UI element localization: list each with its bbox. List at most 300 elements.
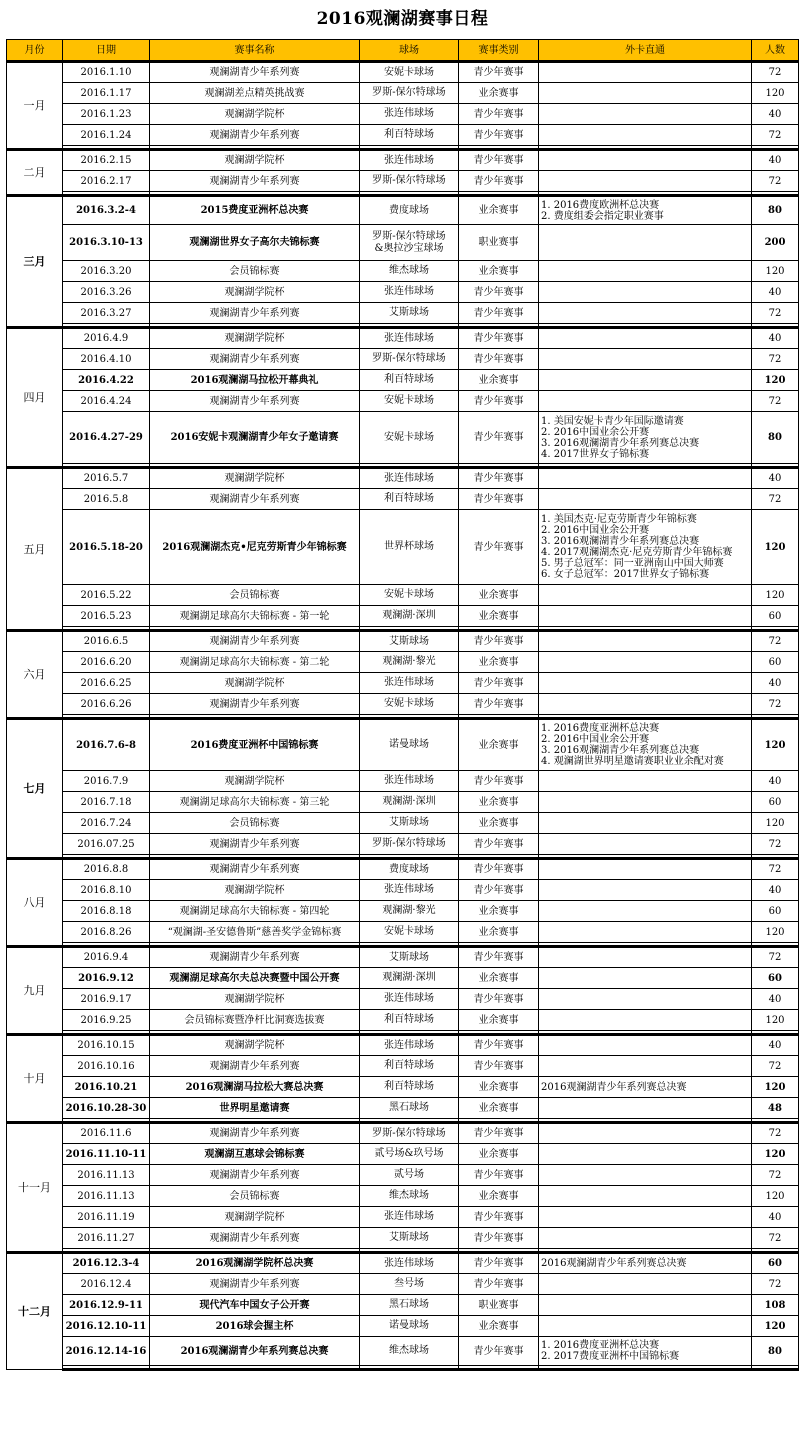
- table-row: [7, 282, 799, 303]
- table-row: [7, 631, 799, 652]
- month-cell: 二月: [7, 150, 63, 196]
- venue-cell: 安妮卡球场: [360, 694, 459, 715]
- date-cell: 2016.1.17: [63, 83, 150, 104]
- date-cell: 2016.4.10: [63, 349, 150, 370]
- schedule-table: [6, 39, 799, 1371]
- header-wildcard: 外卡直通: [539, 40, 752, 62]
- category-cell: 业余赛事: [459, 1316, 539, 1337]
- table-row: [7, 1165, 799, 1186]
- date-cell: 2016.11.10-11: [63, 1144, 150, 1165]
- wildcard-cell: [539, 171, 752, 192]
- category-cell: 青少年赛事: [459, 1035, 539, 1056]
- wildcard-cell: [539, 901, 752, 922]
- venue-cell: 黑石球场: [360, 1098, 459, 1119]
- wildcard-cell: [539, 468, 752, 489]
- wildcard-cell: [539, 968, 752, 989]
- venue-cell: 贰号场&玖号场: [360, 1144, 459, 1165]
- venue-cell: 利百特球场: [360, 1056, 459, 1077]
- event-cell: 观澜湖学院杯: [150, 989, 360, 1010]
- venue-cell: 利百特球场: [360, 1010, 459, 1031]
- table-row: [7, 694, 799, 715]
- table-row: [7, 792, 799, 813]
- venue-cell: 罗斯-保尔特球场 &奥拉沙宝球场: [360, 225, 459, 261]
- date-cell: 2016.8.18: [63, 901, 150, 922]
- venue-cell: 张连伟球场: [360, 673, 459, 694]
- header-event: 赛事名称: [150, 40, 360, 62]
- wildcard-cell: [539, 125, 752, 146]
- count-cell: 72: [752, 694, 799, 715]
- category-cell: 业余赛事: [459, 1186, 539, 1207]
- table-row: [7, 468, 799, 489]
- wildcard-cell: [539, 652, 752, 673]
- wildcard-cell: [539, 370, 752, 391]
- date-cell: 2016.4.27-29: [63, 412, 150, 464]
- table-row: [7, 1056, 799, 1077]
- count-cell: 72: [752, 62, 799, 83]
- spacer-cell: [63, 1366, 150, 1370]
- venue-cell: 利百特球场: [360, 489, 459, 510]
- event-cell: 观澜湖足球高尔夫锦标赛 - 第一轮: [150, 606, 360, 627]
- category-cell: 青少年赛事: [459, 1056, 539, 1077]
- event-cell: 观澜湖学院杯: [150, 880, 360, 901]
- count-cell: 120: [752, 585, 799, 606]
- venue-cell: 艾斯球场: [360, 947, 459, 968]
- date-cell: 2016.7.24: [63, 813, 150, 834]
- table-row: [7, 328, 799, 349]
- count-cell: 40: [752, 673, 799, 694]
- month-cell: 十一月: [7, 1123, 63, 1253]
- date-cell: 2016.7.6-8: [63, 719, 150, 771]
- date-cell: 2016.6.26: [63, 694, 150, 715]
- count-cell: 80: [752, 196, 799, 225]
- table-row: [7, 349, 799, 370]
- table-row: [7, 813, 799, 834]
- table-row: [7, 171, 799, 192]
- table-row: [7, 489, 799, 510]
- venue-cell: 叁号场: [360, 1274, 459, 1295]
- count-cell: 40: [752, 989, 799, 1010]
- header-venue: 球场: [360, 40, 459, 62]
- event-cell: 观澜湖足球高尔夫锦标赛 - 第四轮: [150, 901, 360, 922]
- event-cell: 2016观澜湖马拉松开幕典礼: [150, 370, 360, 391]
- wildcard-cell: [539, 694, 752, 715]
- category-cell: 青少年赛事: [459, 1207, 539, 1228]
- date-cell: 2016.2.17: [63, 171, 150, 192]
- wildcard-cell: [539, 1098, 752, 1119]
- wildcard-cell: [539, 1144, 752, 1165]
- table-row: [7, 1316, 799, 1337]
- event-cell: 2016观澜湖杰克•尼克劳斯青少年锦标赛: [150, 510, 360, 585]
- table-row: [7, 1228, 799, 1249]
- category-cell: 青少年赛事: [459, 510, 539, 585]
- count-cell: 120: [752, 261, 799, 282]
- event-cell: 观澜湖学院杯: [150, 673, 360, 694]
- event-cell: 2016观澜湖青少年系列赛总决赛: [150, 1337, 360, 1366]
- date-cell: 2016.5.8: [63, 489, 150, 510]
- category-cell: 青少年赛事: [459, 859, 539, 880]
- table-row: [7, 771, 799, 792]
- date-cell: 2016.1.24: [63, 125, 150, 146]
- venue-cell: 艾斯球场: [360, 303, 459, 324]
- venue-cell: 罗斯-保尔特球场: [360, 171, 459, 192]
- count-cell: 80: [752, 412, 799, 464]
- wildcard-cell: [539, 328, 752, 349]
- wildcard-cell: [539, 62, 752, 83]
- count-cell: 80: [752, 1337, 799, 1366]
- count-cell: 72: [752, 1274, 799, 1295]
- month-cell: 四月: [7, 328, 63, 468]
- category-cell: 青少年赛事: [459, 1337, 539, 1366]
- wildcard-cell: [539, 606, 752, 627]
- count-cell: 72: [752, 859, 799, 880]
- wildcard-cell: [539, 225, 752, 261]
- venue-cell: 艾斯球场: [360, 813, 459, 834]
- venue-cell: 利百特球场: [360, 1077, 459, 1098]
- month-cell: 八月: [7, 859, 63, 947]
- wildcard-cell: [539, 859, 752, 880]
- wildcard-cell: 1. 2016费度亚洲杯总决赛 2. 2017费度亚洲杯中国锦标赛: [539, 1337, 752, 1366]
- date-cell: 2016.07.25: [63, 834, 150, 855]
- event-cell: 观澜湖学院杯: [150, 771, 360, 792]
- month-cell: 七月: [7, 719, 63, 859]
- count-cell: 40: [752, 104, 799, 125]
- date-cell: 2016.11.13: [63, 1186, 150, 1207]
- category-cell: 青少年赛事: [459, 391, 539, 412]
- event-cell: 2016球会握主杯: [150, 1316, 360, 1337]
- table-row: [7, 370, 799, 391]
- event-cell: 观澜湖青少年系列赛: [150, 1274, 360, 1295]
- count-cell: 108: [752, 1295, 799, 1316]
- event-cell: 观澜湖学院杯: [150, 1207, 360, 1228]
- date-cell: 2016.4.22: [63, 370, 150, 391]
- count-cell: 72: [752, 1228, 799, 1249]
- category-cell: 业余赛事: [459, 719, 539, 771]
- count-cell: 40: [752, 282, 799, 303]
- event-cell: 观澜湖学院杯: [150, 150, 360, 171]
- wildcard-cell: [539, 1035, 752, 1056]
- date-cell: 2016.12.10-11: [63, 1316, 150, 1337]
- date-cell: 2016.11.27: [63, 1228, 150, 1249]
- spacer-cell: [150, 1366, 360, 1370]
- table-row: [7, 225, 799, 261]
- venue-cell: 诺曼球场: [360, 1316, 459, 1337]
- category-cell: 职业赛事: [459, 225, 539, 261]
- venue-cell: 观澜湖·深圳: [360, 968, 459, 989]
- date-cell: 2016.10.21: [63, 1077, 150, 1098]
- category-cell: 青少年赛事: [459, 631, 539, 652]
- date-cell: 2016.7.9: [63, 771, 150, 792]
- count-cell: 120: [752, 922, 799, 943]
- wildcard-cell: [539, 1295, 752, 1316]
- event-cell: “观澜湖-圣安德鲁斯”慈善奖学金锦标赛: [150, 922, 360, 943]
- count-cell: 120: [752, 1010, 799, 1031]
- venue-cell: 张连伟球场: [360, 328, 459, 349]
- table-row: [7, 922, 799, 943]
- date-cell: 2016.1.10: [63, 62, 150, 83]
- count-cell: 60: [752, 1253, 799, 1274]
- count-cell: 120: [752, 813, 799, 834]
- category-cell: 青少年赛事: [459, 489, 539, 510]
- venue-cell: 观澜湖·深圳: [360, 606, 459, 627]
- venue-cell: 世界杯球场: [360, 510, 459, 585]
- count-cell: 72: [752, 1056, 799, 1077]
- count-cell: 72: [752, 1165, 799, 1186]
- table-row: [7, 880, 799, 901]
- category-cell: 青少年赛事: [459, 150, 539, 171]
- date-cell: 2016.5.7: [63, 468, 150, 489]
- spacer-row: [7, 1366, 799, 1370]
- wildcard-cell: [539, 303, 752, 324]
- category-cell: 职业赛事: [459, 1295, 539, 1316]
- wildcard-cell: [539, 1056, 752, 1077]
- wildcard-cell: 2016观澜湖青少年系列赛总决赛: [539, 1077, 752, 1098]
- category-cell: 青少年赛事: [459, 125, 539, 146]
- category-cell: 青少年赛事: [459, 349, 539, 370]
- category-cell: 业余赛事: [459, 901, 539, 922]
- venue-cell: 安妮卡球场: [360, 585, 459, 606]
- date-cell: 2016.6.20: [63, 652, 150, 673]
- count-cell: 72: [752, 489, 799, 510]
- venue-cell: 张连伟球场: [360, 104, 459, 125]
- date-cell: 2016.3.10-13: [63, 225, 150, 261]
- event-cell: 观澜湖世界女子高尔夫锦标赛: [150, 225, 360, 261]
- venue-cell: 诺曼球场: [360, 719, 459, 771]
- venue-cell: 安妮卡球场: [360, 412, 459, 464]
- venue-cell: 利百特球场: [360, 125, 459, 146]
- event-cell: 观澜湖学院杯: [150, 282, 360, 303]
- wildcard-cell: [539, 349, 752, 370]
- wildcard-cell: [539, 1186, 752, 1207]
- venue-cell: 张连伟球场: [360, 771, 459, 792]
- count-cell: 40: [752, 1207, 799, 1228]
- count-cell: 120: [752, 83, 799, 104]
- wildcard-cell: [539, 83, 752, 104]
- count-cell: 40: [752, 150, 799, 171]
- event-cell: 2016观澜湖学院杯总决赛: [150, 1253, 360, 1274]
- event-cell: 观澜湖青少年系列赛: [150, 125, 360, 146]
- count-cell: 72: [752, 303, 799, 324]
- table-row: [7, 1207, 799, 1228]
- month-cell: 五月: [7, 468, 63, 631]
- category-cell: 青少年赛事: [459, 694, 539, 715]
- event-cell: 观澜湖足球高尔夫总决赛暨中国公开赛: [150, 968, 360, 989]
- date-cell: 2016.4.9: [63, 328, 150, 349]
- count-cell: 40: [752, 771, 799, 792]
- spacer-cell: [459, 1366, 539, 1370]
- table-row: [7, 104, 799, 125]
- venue-cell: 维杰球场: [360, 1337, 459, 1366]
- count-cell: 72: [752, 631, 799, 652]
- venue-cell: 贰号场: [360, 1165, 459, 1186]
- category-cell: 青少年赛事: [459, 468, 539, 489]
- table-row: [7, 1077, 799, 1098]
- header-date: 日期: [63, 40, 150, 62]
- header-row: [7, 40, 799, 62]
- month-cell: 三月: [7, 196, 63, 328]
- table-row: [7, 947, 799, 968]
- wildcard-cell: 2016观澜湖青少年系列赛总决赛: [539, 1253, 752, 1274]
- count-cell: 120: [752, 370, 799, 391]
- date-cell: 2016.7.18: [63, 792, 150, 813]
- category-cell: 业余赛事: [459, 968, 539, 989]
- month-cell: 十二月: [7, 1253, 63, 1370]
- venue-cell: 张连伟球场: [360, 1253, 459, 1274]
- category-cell: 青少年赛事: [459, 947, 539, 968]
- table-row: [7, 1144, 799, 1165]
- wildcard-cell: [539, 391, 752, 412]
- category-cell: 青少年赛事: [459, 1228, 539, 1249]
- event-cell: 观澜湖差点精英挑战赛: [150, 83, 360, 104]
- date-cell: 2016.12.3-4: [63, 1253, 150, 1274]
- venue-cell: 罗斯-保尔特球场: [360, 349, 459, 370]
- category-cell: 青少年赛事: [459, 282, 539, 303]
- count-cell: 120: [752, 510, 799, 585]
- table-row: [7, 1123, 799, 1144]
- category-cell: 青少年赛事: [459, 834, 539, 855]
- wildcard-cell: 1. 美国安妮卡青少年国际邀请赛 2. 2016中国业余公开赛 3. 2016观澜湖青少年系列赛总决赛 4. 2017世界女子锦标赛: [539, 412, 752, 464]
- event-cell: 2015费度亚洲杯总决赛: [150, 196, 360, 225]
- header-category: 赛事类别: [459, 40, 539, 62]
- venue-cell: 罗斯-保尔特球场: [360, 834, 459, 855]
- venue-cell: 张连伟球场: [360, 880, 459, 901]
- event-cell: 会员锦标赛: [150, 261, 360, 282]
- wildcard-cell: [539, 1274, 752, 1295]
- venue-cell: 费度球场: [360, 196, 459, 225]
- date-cell: 2016.5.22: [63, 585, 150, 606]
- wildcard-cell: [539, 880, 752, 901]
- date-cell: 2016.12.14-16: [63, 1337, 150, 1366]
- event-cell: 观澜湖青少年系列赛: [150, 694, 360, 715]
- venue-cell: 张连伟球场: [360, 1035, 459, 1056]
- event-cell: 观澜湖青少年系列赛: [150, 947, 360, 968]
- category-cell: 青少年赛事: [459, 673, 539, 694]
- count-cell: 120: [752, 1144, 799, 1165]
- event-cell: 会员锦标赛暨净杆比洞赛选拔赛: [150, 1010, 360, 1031]
- event-cell: 观澜湖互惠球会锦标赛: [150, 1144, 360, 1165]
- count-cell: 200: [752, 225, 799, 261]
- header-month: 月份: [7, 40, 63, 62]
- schedule-body: [7, 62, 799, 1370]
- date-cell: 2016.10.15: [63, 1035, 150, 1056]
- event-cell: 会员锦标赛: [150, 585, 360, 606]
- category-cell: 业余赛事: [459, 1144, 539, 1165]
- category-cell: 青少年赛事: [459, 328, 539, 349]
- table-row: [7, 585, 799, 606]
- venue-cell: 艾斯球场: [360, 631, 459, 652]
- wildcard-cell: [539, 104, 752, 125]
- venue-cell: 观澜湖·深圳: [360, 792, 459, 813]
- wildcard-cell: [539, 282, 752, 303]
- category-cell: 青少年赛事: [459, 104, 539, 125]
- venue-cell: 张连伟球场: [360, 1207, 459, 1228]
- category-cell: 业余赛事: [459, 922, 539, 943]
- wildcard-cell: [539, 771, 752, 792]
- wildcard-cell: [539, 673, 752, 694]
- header-count: 人数: [752, 40, 799, 62]
- count-cell: 72: [752, 834, 799, 855]
- date-cell: 2016.3.27: [63, 303, 150, 324]
- wildcard-cell: [539, 1207, 752, 1228]
- spacer-cell: [539, 1366, 752, 1370]
- date-cell: 2016.9.17: [63, 989, 150, 1010]
- table-row: [7, 1035, 799, 1056]
- venue-cell: 费度球场: [360, 859, 459, 880]
- date-cell: 2016.12.4: [63, 1274, 150, 1295]
- wildcard-cell: [539, 1165, 752, 1186]
- category-cell: 业余赛事: [459, 585, 539, 606]
- venue-cell: 维杰球场: [360, 1186, 459, 1207]
- wildcard-cell: 1. 美国杰克·尼克劳斯青少年锦标赛 2. 2016中国业余公开赛 3. 2016观澜湖青少年系列赛总决赛 4. 2017观澜湖杰克·尼克劳斯青少年锦标赛 5. 男子总冠军：同一亚洲南山中国大师赛 6. 女子总冠军：2017世界女子锦标赛: [539, 510, 752, 585]
- count-cell: 60: [752, 792, 799, 813]
- event-cell: 观澜湖青少年系列赛: [150, 1056, 360, 1077]
- wildcard-cell: [539, 834, 752, 855]
- table-row: [7, 62, 799, 83]
- count-cell: 60: [752, 901, 799, 922]
- date-cell: 2016.10.28-30: [63, 1098, 150, 1119]
- count-cell: 72: [752, 947, 799, 968]
- venue-cell: 罗斯-保尔特球场: [360, 83, 459, 104]
- spacer-cell: [360, 1366, 459, 1370]
- count-cell: 72: [752, 125, 799, 146]
- date-cell: 2016.8.8: [63, 859, 150, 880]
- table-row: [7, 1098, 799, 1119]
- count-cell: 40: [752, 880, 799, 901]
- wildcard-cell: [539, 585, 752, 606]
- table-row: [7, 391, 799, 412]
- event-cell: 会员锦标赛: [150, 813, 360, 834]
- date-cell: 2016.3.2-4: [63, 196, 150, 225]
- date-cell: 2016.3.26: [63, 282, 150, 303]
- spacer-cell: [752, 1366, 799, 1370]
- category-cell: 青少年赛事: [459, 771, 539, 792]
- category-cell: 青少年赛事: [459, 62, 539, 83]
- category-cell: 青少年赛事: [459, 989, 539, 1010]
- wildcard-cell: [539, 813, 752, 834]
- table-row: [7, 652, 799, 673]
- category-cell: 青少年赛事: [459, 412, 539, 464]
- count-cell: 48: [752, 1098, 799, 1119]
- category-cell: 业余赛事: [459, 813, 539, 834]
- count-cell: 40: [752, 468, 799, 489]
- venue-cell: 黑石球场: [360, 1295, 459, 1316]
- category-cell: 业余赛事: [459, 1077, 539, 1098]
- date-cell: 2016.10.16: [63, 1056, 150, 1077]
- table-row: [7, 859, 799, 880]
- table-row: [7, 834, 799, 855]
- event-cell: 观澜湖青少年系列赛: [150, 1165, 360, 1186]
- date-cell: 2016.11.13: [63, 1165, 150, 1186]
- event-cell: 观澜湖青少年系列赛: [150, 349, 360, 370]
- table-row: [7, 261, 799, 282]
- wildcard-cell: [539, 150, 752, 171]
- count-cell: 40: [752, 328, 799, 349]
- table-row: [7, 510, 799, 585]
- wildcard-cell: [539, 1010, 752, 1031]
- date-cell: 2016.2.15: [63, 150, 150, 171]
- venue-cell: 张连伟球场: [360, 282, 459, 303]
- table-row: [7, 150, 799, 171]
- category-cell: 业余赛事: [459, 792, 539, 813]
- wildcard-cell: [539, 989, 752, 1010]
- event-cell: 观澜湖青少年系列赛: [150, 171, 360, 192]
- table-row: [7, 719, 799, 771]
- venue-cell: 安妮卡球场: [360, 922, 459, 943]
- table-row: [7, 968, 799, 989]
- table-row: [7, 1295, 799, 1316]
- page-title: 2016观澜湖赛事日程: [316, 9, 489, 29]
- venue-cell: 维杰球场: [360, 261, 459, 282]
- event-cell: 观澜湖足球高尔夫锦标赛 - 第二轮: [150, 652, 360, 673]
